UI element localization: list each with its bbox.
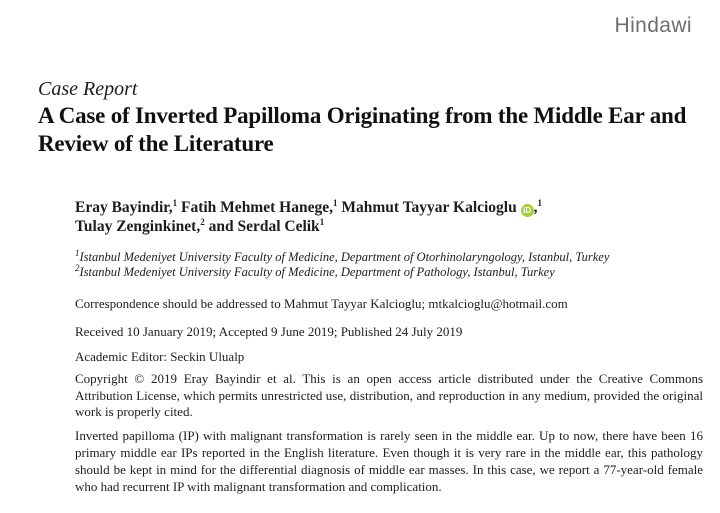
hindawi-logo: Hindawi [614,14,692,37]
author-affiliation-sup: 1 [332,197,338,208]
author-name-post: , [533,199,538,216]
author-list [75,198,703,236]
page-title-line-1: A Case of Inverted Papilloma Originating from the Middle Ear and [38,103,687,128]
affiliation-sup: 1 [75,247,80,258]
affiliation-text: Istanbul Medeniyet University Faculty of Medicine, Department of Pathology, Istanbul, Turkey [79,265,555,279]
affiliation-sup: 2 [75,262,80,273]
page-title-line-2: Review of the Literature [38,131,274,156]
author-line-1 [75,198,703,217]
affiliation-text: Istanbul Medeniyet University Faculty of Medicine, Department of Otorhinolaryngology, Istanbul, Turkey [79,250,610,264]
author-affiliation-sup: 1 [172,197,178,208]
abstract-text: Inverted papilloma (IP) with malignant transformation is rarely seen in the middle ear. Up to now, there have been 16 primary middle ear IPs reported in the English literature. Even though it is very rare in the middle ear, this pathology should be kept in mind for the differential diagnosis of middle ear masses. In this case, we report a 77-year-old female who had recurrent IP with malignant transformation and complication. [75,427,703,494]
author-affiliation-sup: 2 [200,216,205,227]
affiliation-item [75,262,703,280]
correspondence-line [75,296,703,312]
author-affiliation-sup: 1 [319,216,325,227]
correspondence-email-link[interactable]: mtkalcioglu@hotmail.com [428,296,568,311]
author-name: and Serdal Celik [208,218,320,235]
correspondence-text: Correspondence should be addressed to Mahmut Tayyar Kalcioglu; [75,296,429,311]
author-name: Eray Bayindir, [75,199,173,216]
academic-editor-line: Academic Editor: Seckin Ulualp [75,349,245,364]
article-type-label: Case Report [38,78,138,100]
affiliation-item [75,247,703,265]
article-history: Received 10 January 2019; Accepted 9 June 2019; Published 24 July 2019 [75,324,463,339]
copyright-notice: Copyright © 2019 Eray Bayindir et al. This is an open access article distributed under the Creative Commons Attribution License, which permits unrestricted use, distribution, and reproduction in any medium, provided the original work is properly cited. [75,371,703,419]
author-name: Tulay Zenginkinet, [75,218,201,235]
affiliation-list [75,247,703,280]
article-meta [75,198,703,495]
author-affiliation-sup: 1 [537,197,542,208]
page-title [38,102,686,158]
author-name: Fatih Mehmet Hanege, [181,199,333,216]
author-name: Mahmut Tayyar Kalcioglu [341,199,517,216]
orcid-icon[interactable]: iD [521,204,534,217]
author-line-2 [75,217,703,236]
